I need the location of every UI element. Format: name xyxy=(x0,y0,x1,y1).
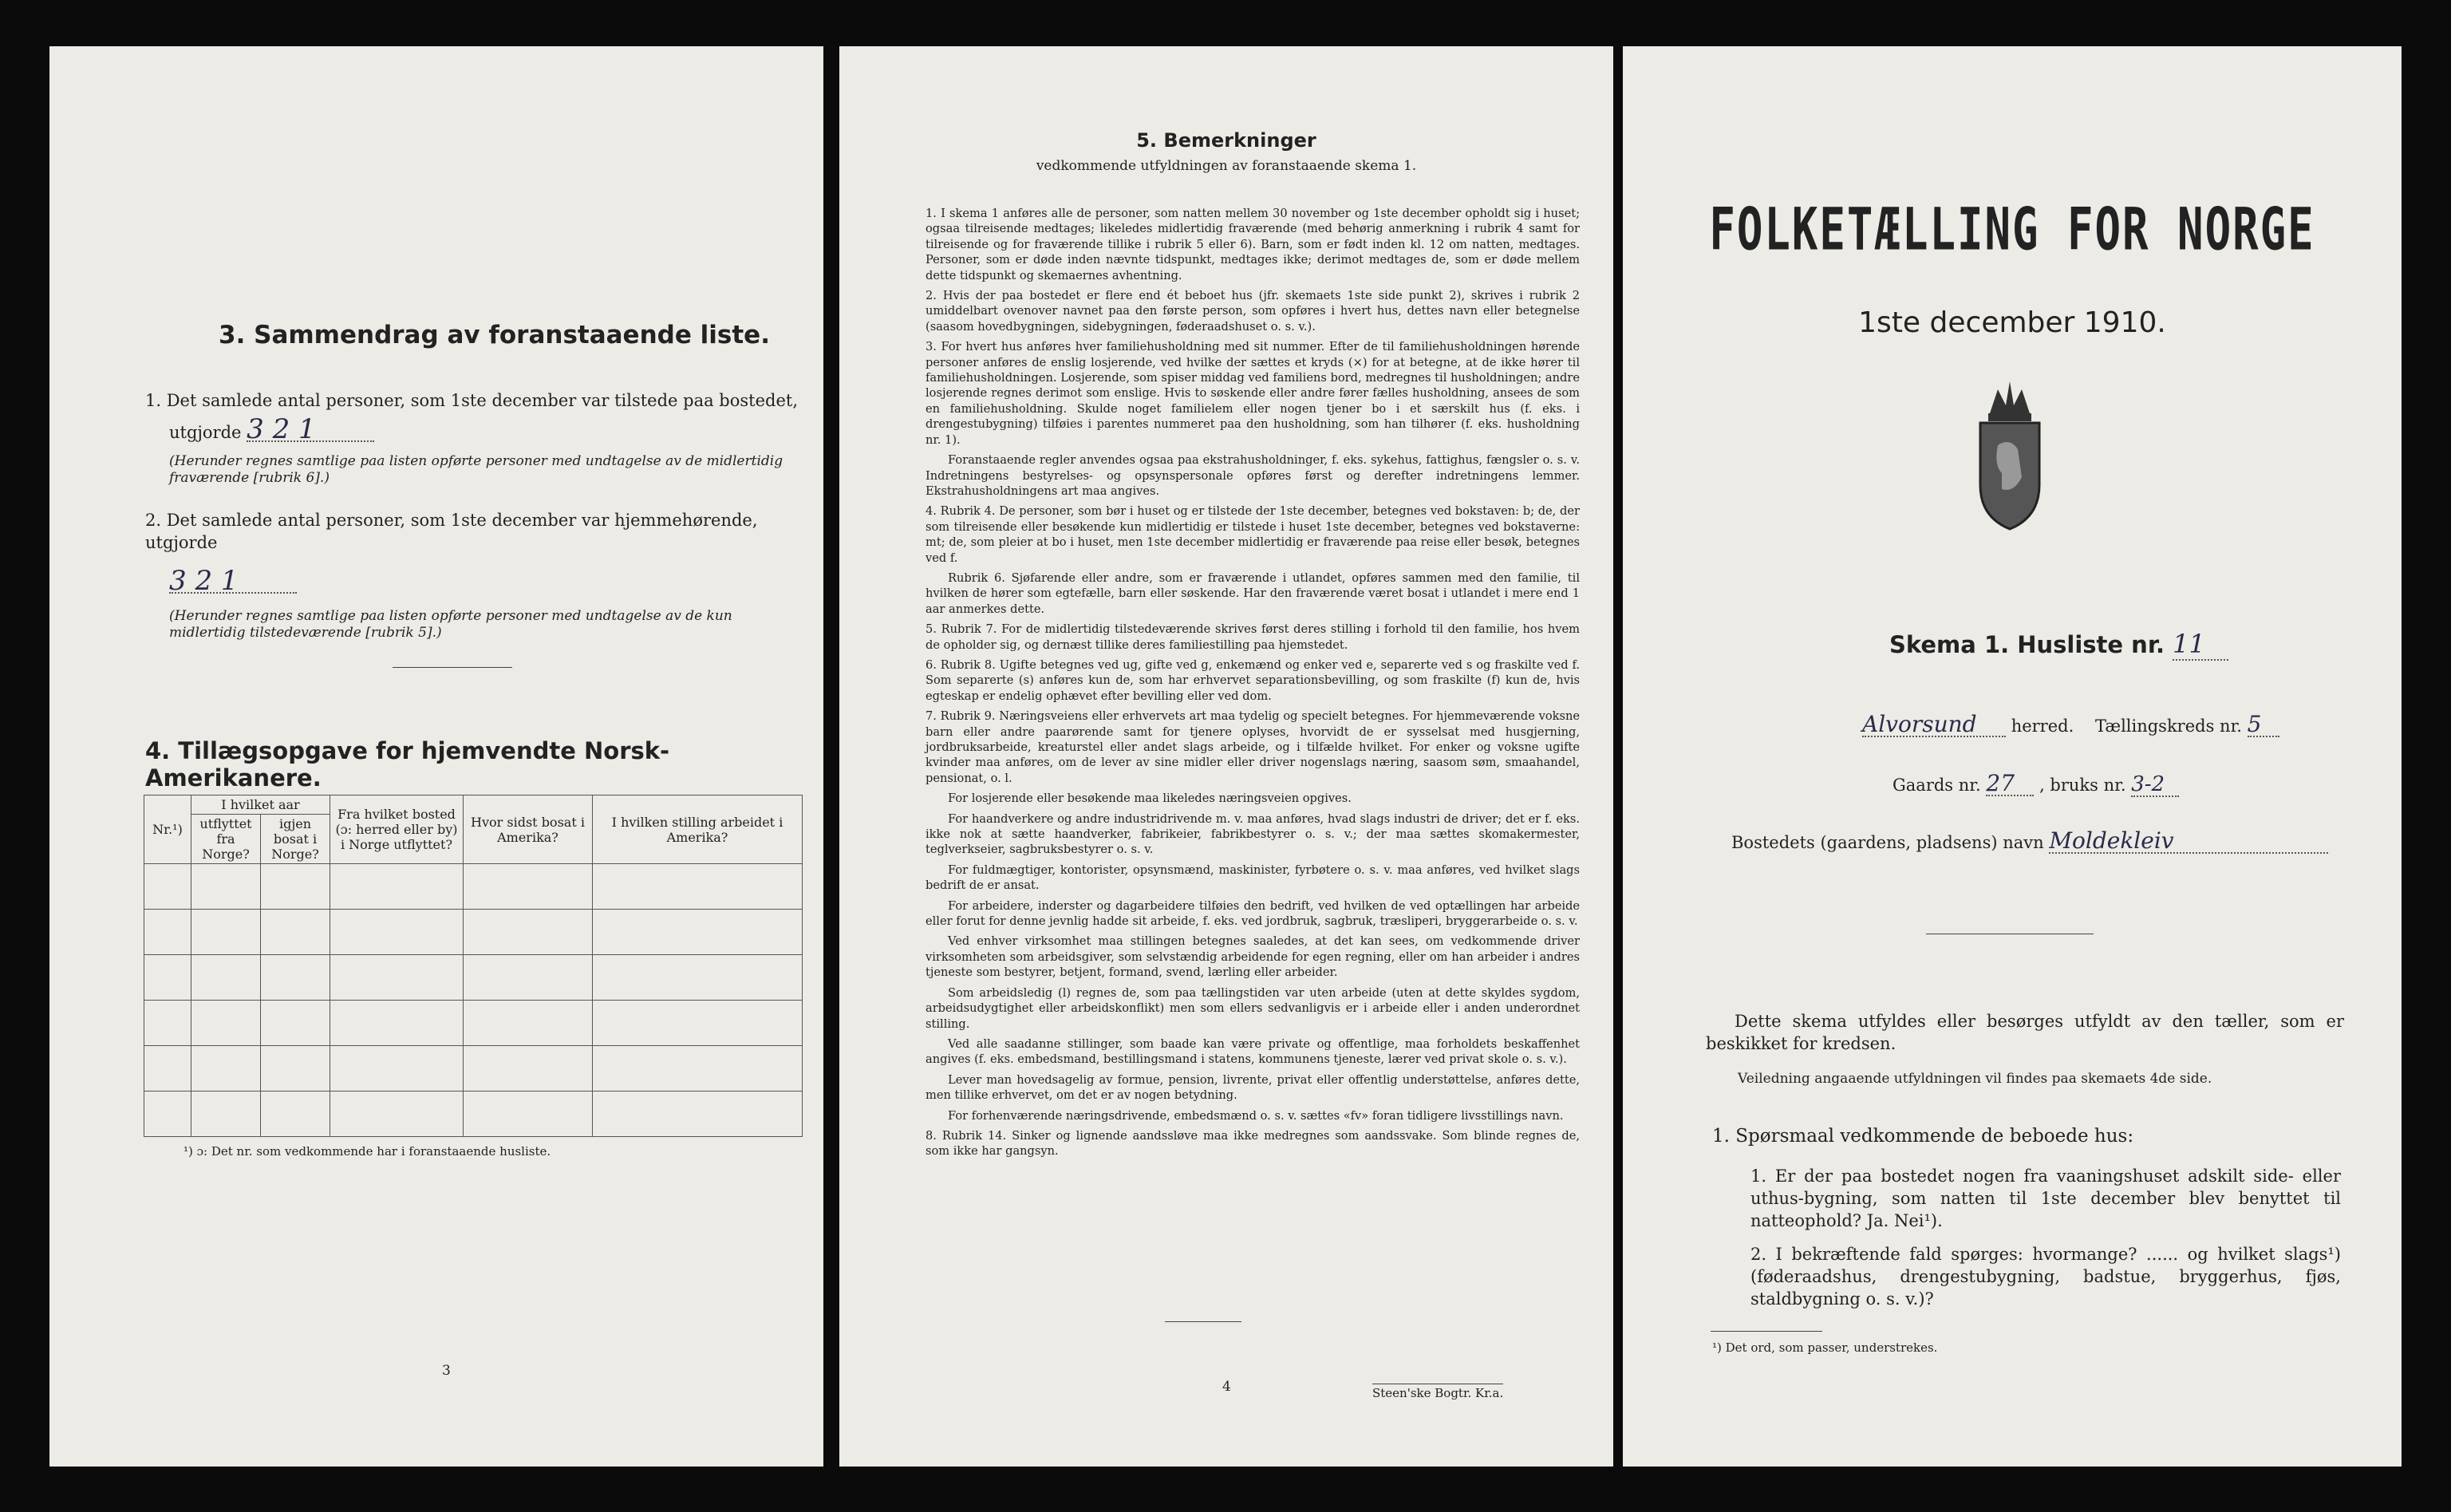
remark-item: Rubrik 6. Sjøfarende eller andre, som er fraværende i utlandet, opføres sammen med den familie, til hvilken de hører som egtefælle, barn eller søskende. Har den fraværende været bosat i utlandet i mere end 1 aar anmerkes dette. xyxy=(926,570,1580,616)
col-job: I hvilken stilling arbeidet i Amerika? xyxy=(593,795,803,864)
page-1 xyxy=(1623,46,2402,1467)
herred-label: herred. xyxy=(2011,717,2074,736)
remark-item: 5. Rubrik 7. For de midlertidig tilstedeværende skrives først deres stilling i forhold til den familie, hos hvem de opholder sig, og dernæst tillike deres familiestilling paa hjemstedet. xyxy=(926,622,1580,652)
remark-item: For forhenværende næringsdrivende, embedsmænd o. s. v. sættes «fv» foran tidligere livsstillings navn. xyxy=(948,1108,1564,1123)
krets-label: Tællingskreds nr. xyxy=(2094,717,2242,736)
section-3-title: 3. Sammendrag av foranstaaende liste. xyxy=(219,321,770,349)
summary-q1-lead: utgjorde xyxy=(169,423,242,442)
divider xyxy=(1711,1331,1822,1332)
table-row xyxy=(144,1092,803,1137)
norsk-amerikanere-table xyxy=(144,795,803,1137)
section-4-title: 4. Tillægsopgave for hjemvendte Norsk-Amerikanere. xyxy=(145,737,670,792)
remark-item: Ved enhver virksomhet maa stillingen betegnes saaledes, at det kan sees, om vedkommende driver virksomheten som arbeidsgiver, som selvstændig arbeidende for egen regning, eller om han arbeider i andres tjeneste som bestyrer, betjent, formand, svend, lærling eller arbeider. xyxy=(926,934,1580,980)
bosted-label: Bostedets (gaardens, pladsens) navn xyxy=(1731,833,2044,852)
remark-item: For losjerende eller besøkende maa likeledes næringsveien opgives. xyxy=(948,792,1352,806)
remark-item: Som arbeidsledig (l) regnes de, som paa tællingstiden var uten arbeide (uten at dette skyldes sygdom, arbeidsudygtighet eller arbeidskonflikt) men som ellers sedvanligvis er i arbeide eller i anden underordnet stilling. xyxy=(926,985,1580,1031)
form-title: FOLKETÆLLING FOR NORGE xyxy=(1709,195,2315,264)
questions-heading: 1. Spørsmaal vedkommende de beboede hus: xyxy=(1712,1126,2134,1147)
remark-item: 8. Rubrik 14. Sinker og lignende aandssløve maa ikke medregnes som aandssvake. Som blinde regnes de, som ikke har gangsyn. xyxy=(926,1128,1580,1159)
table-row xyxy=(144,910,803,955)
summary-q2: 2. Det samlede antal personer, som 1ste december var hjemmehørende, utgjorde xyxy=(145,511,758,552)
summary-q1-value: 3 2 1 xyxy=(247,418,374,442)
remark-item: For arbeidere, inderster og dagarbeidere tilføies den bedrift, ved hvilken de ved optællingen har arbeide eller forut for denne jevnlig hadde sit arbeide, f. eks. ved jordbruk, sagbruk, træsliperi, bryggerarbeide o. s. v. xyxy=(926,898,1580,929)
printer-imprint: Steen'ske Bogtr. Kr.a. xyxy=(1372,1384,1503,1400)
page-number: 4 xyxy=(1222,1379,1231,1395)
table-row xyxy=(144,955,803,1001)
bruks-label: , bruks nr. xyxy=(2039,776,2126,795)
table-row xyxy=(144,1001,803,1046)
bosted-value: Moldekleiv xyxy=(2049,830,2328,854)
husliste-nr: 11 xyxy=(2173,629,2228,661)
remark-item: 2. Hvis der paa bostedet er flere end ét beboet hus (jfr. skemaets 1ste side punkt 2), skrives i rubrik 2 umiddelbart ovenover navnet paa den første person, som opføres i hvert hus, dettes navn eller betegnelse (saasom hovedbygningen, sidebygningen, føderaadshuset o. s. v.). xyxy=(926,289,1580,334)
question-1: 1. Er der paa bostedet nogen fra vaaningshuset adskilt side- eller uthus-bygning, som natten til 1ste december blev benyttet til natteophold? Ja. Nei¹). xyxy=(1750,1167,2341,1230)
col-last: Hvor sidst bosat i Amerika? xyxy=(464,795,593,864)
remarks-title: 5. Bemerkninger xyxy=(1136,129,1316,152)
footnote: ¹) Det ord, som passer, understrekes. xyxy=(1712,1340,1938,1355)
gaards-value: 27 xyxy=(1986,772,2034,796)
remark-item: For fuldmægtiger, kontorister, opsynsmænd, maskinister, fyrbøtere o. s. v. maa anføres, ved hvilket slags bedrift de er ansat. xyxy=(926,863,1580,893)
col-out: utflyttet fra Norge? xyxy=(191,815,261,864)
coat-of-arms-icon xyxy=(1966,373,2054,533)
remark-item: Lever man hovedsagelig av formue, pension, livrente, privat eller offentlig understøttelse, anføres dette, men tillike erhvervet, om det er av nogen betydning. xyxy=(926,1072,1580,1103)
intro-text: Dette skema utfyldes eller besørges utfyldt av den tæller, som er beskikket for kredsen. xyxy=(1706,1012,2344,1053)
summary-q2-note: (Herunder regnes samtlige paa listen opførte personer med undtagelse av de kun midlertidig tilstedeværende [rubrik 5].) xyxy=(169,608,732,641)
page-4 xyxy=(839,46,1613,1467)
divider xyxy=(393,667,512,668)
remark-item: Foranstaaende regler anvendes ogsaa paa ekstrahusholdninger, f. eks. sykehus, fattighus, fængsler o. s. v. Indretningens bestyrelses- og opsynspersonale opføres først og derefter indretningens lemmer. Ekstrahusholdningens art maa angives. xyxy=(926,453,1580,498)
page-3 xyxy=(49,46,823,1467)
table-footnote: ¹) ɔ: Det nr. som vedkommende har i foranstaaende husliste. xyxy=(184,1144,551,1159)
table-row xyxy=(144,1046,803,1092)
page-number: 3 xyxy=(442,1363,451,1379)
col-nr: Nr.¹) xyxy=(144,795,191,864)
col-group-year: I hvilket aar xyxy=(191,795,330,815)
col-from: Fra hvilket bosted (ɔ: herred eller by) i Norge utflyttet? xyxy=(330,795,464,864)
table-row xyxy=(144,864,803,910)
remark-item: Ved alle saadanne stillinger, som baade kan være private og offentlige, maa forholdets beskaffenhet angives (f. eks. embedsmand, bestillingsmand i statens, kommunens tjeneste, lærer ved privat skole o. s. v.). xyxy=(926,1036,1580,1067)
gaards-label: Gaards nr. xyxy=(1893,776,1981,795)
remark-item: 7. Rubrik 9. Næringsveiens eller erhvervets art maa tydelig og specielt betegnes. For hjemmeværende voksne barn eller andre paarørende samt for tjenere oplyses, hvorvidt de er sysselsat med husgjerning, jordbruksarbeide, kreaturstel eller andet slags arbeide, og i tilfælde hvilket. For enker og voksne ugifte kvinder maa anføres, om de lever av sine midler eller driver nogenslags næring, saasom søm, smaahandel, pensionat, o. l. xyxy=(926,709,1580,785)
remark-item: 1. I skema 1 anføres alle de personer, som natten mellem 30 november og 1ste december opholdt sig i huset; ogsaa tilreisende medtages; likeledes midlertidig fraværende (med behørig anmerkning i rubrik 4 samt for tilreisende og for fraværende tillike i rubrik 5 eller 6). Barn, som er født inden kl. 12 om natten, medtages. Personer, som er døde inden nævnte tidspunkt, medtages ikke; derimot medtages de, som er døde mellem dette tidspunkt og skemaernes avhentning. xyxy=(926,207,1580,282)
summary-q1: 1. Det samlede antal personer, som 1ste december var tilstede paa bostedet, xyxy=(145,391,799,410)
skema-label: Skema 1. Husliste nr. xyxy=(1889,631,2165,658)
summary-q1-note: (Herunder regnes samtlige paa listen opførte personer med undtagelse av de midlertidig fraværende [rubrik 6].) xyxy=(169,453,783,486)
remarks-subtitle: vedkommende utfyldningen av foranstaaende skema 1. xyxy=(1036,158,1417,174)
herred-value: Alvorsund xyxy=(1862,713,2006,737)
remark-item: 3. For hvert hus anføres hver familiehusholdning med sit nummer. Efter de til familiehusholdningen hørende personer anføres de enslig losjerende, ved hvilke der sættes et kryds (×) for at betegne, at de ikke hører til familiehusholdningen. Losjerende, som spiser middag ved familiens bord, medregnes til husholdningen; andre losjerende regnes derimot som enslige. Hvis to søskende eller andre fører fælles husholdning, ansees de som en familiehusholdning. Skulde noget familielem eller nogen tjener bo i et særskilt hus (f. eks. i drengestubygning) tilføies i parentes nummeret paa den husholdning, som han tilhører (f. eks. husholdning nr. 1). xyxy=(926,340,1580,447)
form-date: 1ste december 1910. xyxy=(1858,306,2166,339)
remark-item: 4. Rubrik 4. De personer, som bør i huset og er tilstede der 1ste december, betegnes ved bokstaven: b; de, der som tilreisende eller besøkende kun midlertidig er tilstede i huset 1ste december, betegnes ved bokstaverne: mt; de, som pleier at bo i huset, men 1ste december midlertidig er fraværende paa reise eller besøk, betegnes ved f. xyxy=(926,504,1580,565)
remarks-list xyxy=(926,206,1580,1164)
summary-q2-value: 3 2 1 xyxy=(169,570,297,594)
guide-text: Veiledning angaaende utfyldningen vil findes paa skemaets 4de side. xyxy=(1738,1071,2212,1087)
krets-value: 5 xyxy=(2248,713,2279,737)
question-2: 2. I bekræftende fald spørges: hvormange? ...... og hvilket slags¹) (føderaadshus, drengestubygning, badstue, bryggerhus, fjøs, staldbygning o. s. v.)? xyxy=(1750,1245,2341,1309)
bruks-value: 3-2 xyxy=(2131,773,2179,797)
remark-item: For haandverkere og andre industridrivende m. v. maa anføres, hvad slags industri de driver; det er f. eks. ikke nok at sætte haandverker, fabrikeier, fabrikbestyrer o. s. v.; der maa sættes skomakermester, teglverkseier, sagbruksbestyrer o. s. v. xyxy=(926,811,1580,857)
divider xyxy=(1165,1321,1241,1322)
remark-item: 6. Rubrik 8. Ugifte betegnes ved ug, gifte ved g, enkemænd og enker ved e, separerte ved s og fraskilte ved f. Som separerte (s) anføres kun de, som har erhvervet separationsbevilling, og som fraskilte (f) kun de, hvis egteskap er endelig ophævet efter bevilling eller ved dom. xyxy=(926,657,1580,703)
col-back: igjen bosat i Norge? xyxy=(261,815,330,864)
